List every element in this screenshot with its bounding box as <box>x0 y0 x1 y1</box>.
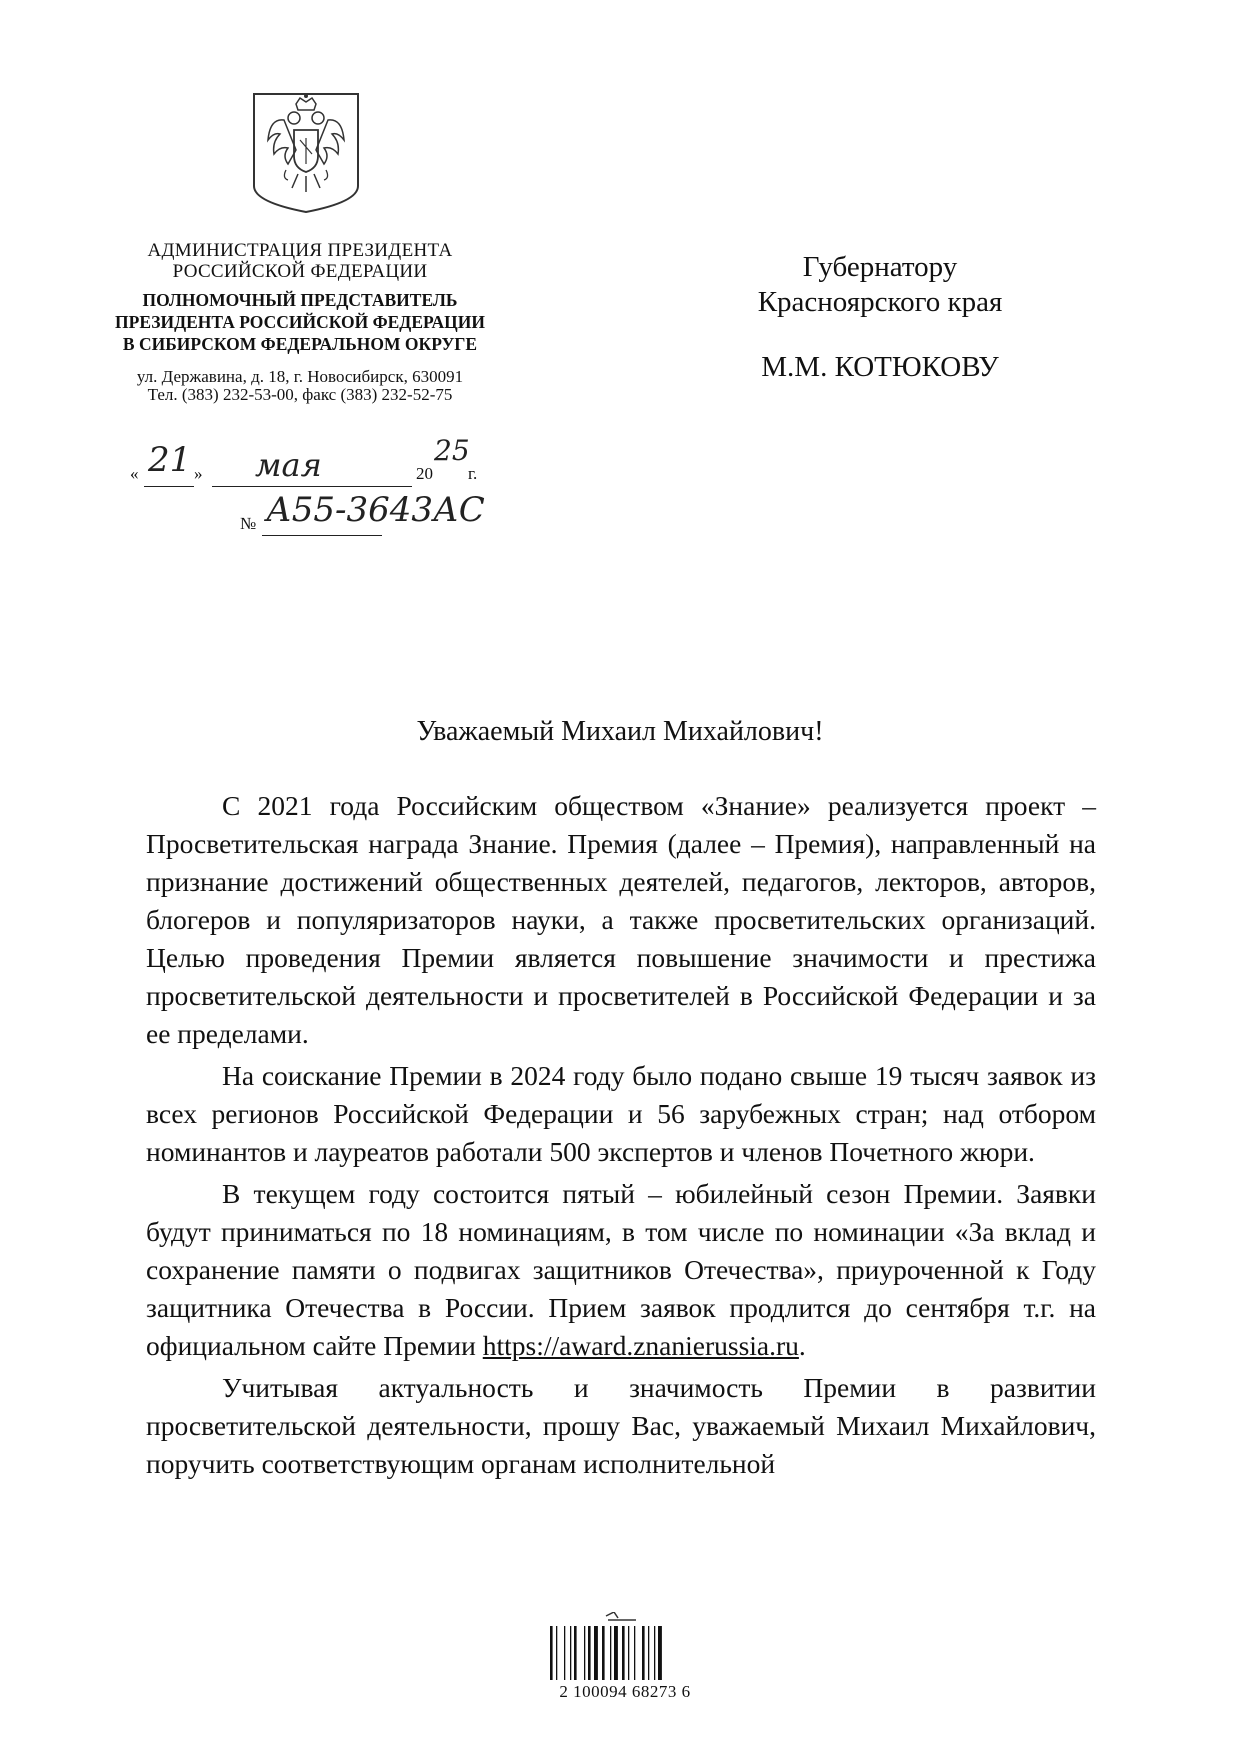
paragraph <box>146 1175 1096 1365</box>
sender-phone: Тел. (383) 232-53-00, факс (383) 232-52-75 <box>147 385 453 404</box>
paragraph: С 2021 года Российским обществом «Знание» реализуется проект – Просветительская награда Знание. Премия (далее – Премия), направленный на признание достижений общественных деятелей, педагогов, лекторов, авторов, блогеров и популяризаторов науки, а также просветительских организаций. Целью проведения Премии является повышение значимости и престижа просветительской деятельности и просветителей в Российской Федерации и за ее пределами. <box>146 790 1096 1049</box>
sender-title-line: ПРЕЗИДЕНТА РОССИЙСКОЙ ФЕДЕРАЦИИ <box>115 312 485 332</box>
coat-of-arms-icon <box>250 90 362 215</box>
sender-title-line: ПОЛНОМОЧНЫЙ ПРЕДСТАВИТЕЛЬ <box>142 290 458 310</box>
date-year-suffix: 25 <box>434 434 470 467</box>
date-day: 21 <box>148 440 192 480</box>
paragraph: Учитывая актуальность и значимость Премии в развитии просветительской деятельности, прошу Вас, уважаемый Михаил Михайлович, поручить соответствующим органам исполнительной <box>146 1372 1096 1479</box>
recipient-line: Губернатору <box>802 251 958 283</box>
date-year-prefix: 20 <box>416 464 433 483</box>
award-site-link[interactable]: https://award.znanierussia.ru <box>482 1330 799 1361</box>
letter-body <box>146 787 1096 1487</box>
date-year-mark: г. <box>468 464 478 483</box>
date-line <box>130 434 510 490</box>
sender-line: АДМИНИСТРАЦИЯ ПРЕЗИДЕНТА <box>147 240 453 261</box>
recipient-line: Красноярского края <box>757 286 1003 318</box>
paragraph-end: . <box>798 1330 806 1361</box>
recipient-name: М.М. КОТЮКОВУ <box>761 351 999 383</box>
number-value: А55-3643АС <box>266 490 485 530</box>
date-month: мая <box>255 446 322 484</box>
recipient-block <box>690 250 1070 385</box>
paragraph-text: В текущем году состоится пятый – юбилейный сезон Премии. Заявки будут приниматься по 18 номинациям, в том числе по номинации «За вклад и сохранение памяти о подвигах защитников Отечества», приуроченной к Году защитника Отечества в России. Прием заявок продлится до сентября т.г. на официальном сайте Премии <box>146 1178 1096 1361</box>
date-close-quote: » <box>194 464 203 483</box>
sender-line: РОССИЙСКОЙ ФЕДЕРАЦИИ <box>172 261 428 282</box>
month-underline <box>212 486 412 487</box>
sender-title-line: В СИБИРСКОМ ФЕДЕРАЛЬНОМ ОКРУГЕ <box>122 334 478 354</box>
salutation: Уважаемый Михаил Михайлович! <box>416 716 824 747</box>
number-label: № <box>240 514 257 533</box>
reference-number-line <box>240 490 540 540</box>
paragraph: На соискание Премии в 2024 году было подано свыше 19 тысяч заявок из всех регионов Российской Федерации и 56 зарубежных стран; над отбором номинантов и лауреатов работали 500 экспертов и членов Почетного жюри. <box>146 1060 1096 1167</box>
sender-block <box>110 240 490 404</box>
date-open-quote: « <box>130 464 139 483</box>
barcode-number: 2 100094 68273 6 <box>559 1682 691 1701</box>
sender-address: ул. Державина, д. 18, г. Новосибирск, 630091 <box>136 367 464 386</box>
number-underline <box>262 535 382 536</box>
day-underline <box>144 486 194 487</box>
